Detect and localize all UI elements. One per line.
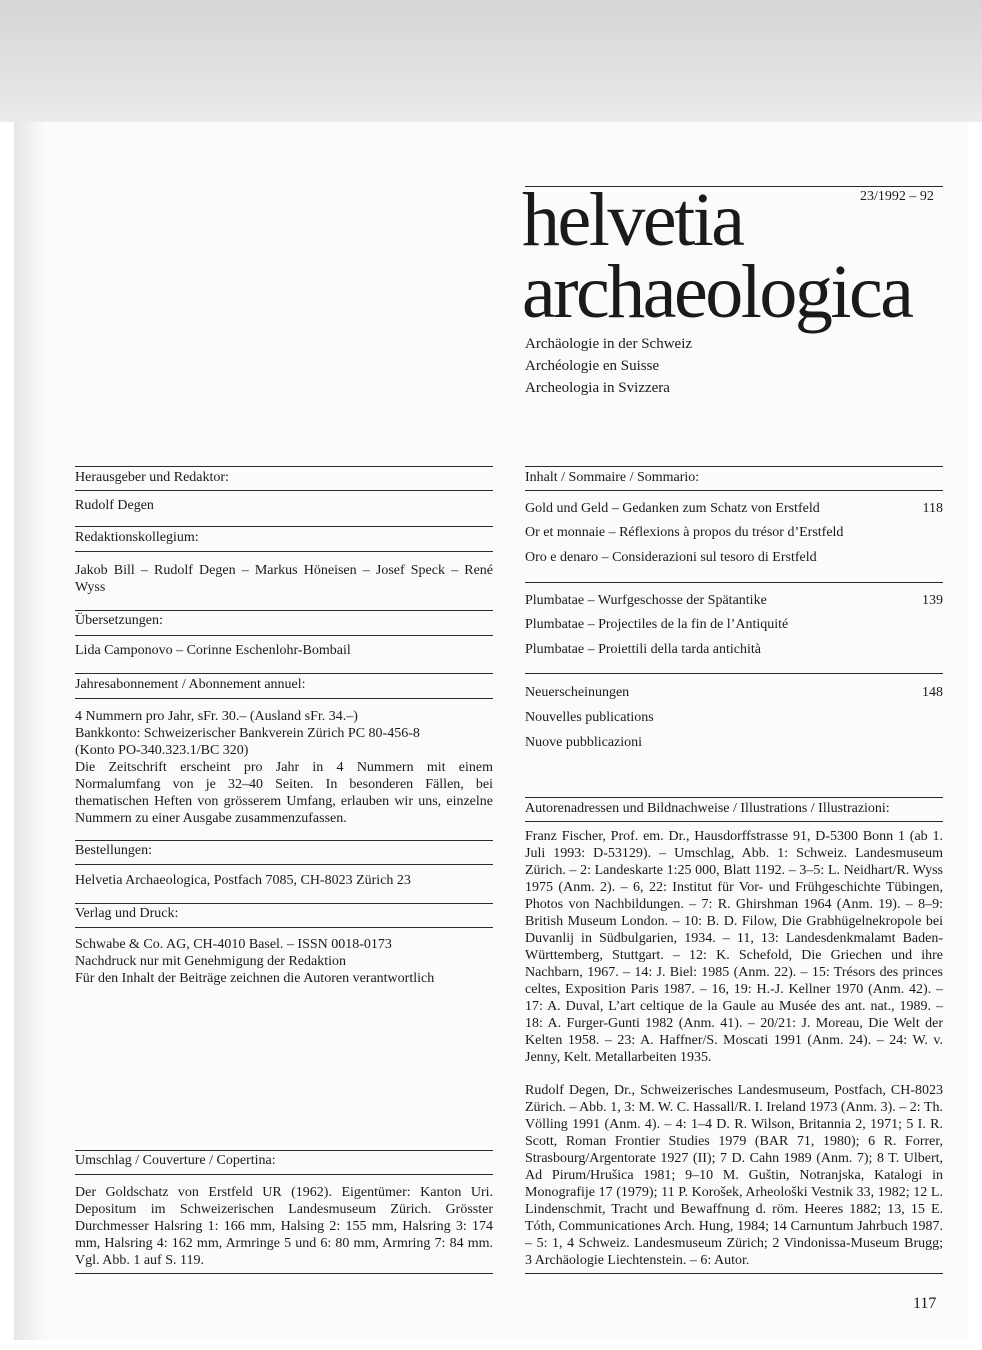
toc-page: 139 (922, 593, 943, 608)
rule (525, 582, 943, 583)
toc-title: Or et monnaie – Réflexions à propos du trésor d’Erstfeld (525, 525, 844, 540)
journal-title-line1: helvetia (522, 178, 743, 262)
rule (75, 927, 493, 928)
toc-entry (525, 685, 943, 701)
subtitle-fr: Archéologie en Suisse (525, 358, 660, 374)
publisher-heading: Verlag und Druck: (75, 906, 179, 921)
toc-title: Gold und Geld – Gedanken zum Schatz von Erstfeld (525, 501, 820, 516)
rule (75, 840, 493, 841)
rule (525, 673, 943, 674)
toc-page: 148 (922, 685, 943, 700)
scan-top-band (0, 0, 982, 122)
editor-name: Rudolf Degen (75, 498, 154, 513)
toc-title: Nouvelles publications (525, 710, 654, 725)
contents-heading: Inhalt / Sommaire / Sommario: (525, 470, 700, 485)
toc-entry (525, 550, 943, 566)
board-heading: Redaktionskollegium: (75, 530, 199, 545)
subscription-price: 4 Nummern pro Jahr, sFr. 30.– (Ausland sFr. 34.–) (75, 709, 358, 724)
author-fischer-credits: Franz Fischer, Prof. em. Dr., Hausdorffstrasse 91, D-5300 Bonn 1 (ab 1. Juli 1993: D-53129). – Umschlag, Abb. 1: Schweiz. Landesmuseum Zürich. – 2: Landeskarte 1:25 000, Blatt 1192. – 3–5: L. Neidhart/R. Wyss 1975 (Anm. 2). – 6, 22: Institut für Vor- und Frühgeschichte Tübingen, Photos von Nachbildungen. – 7: R. Ghirshman 1964 (Anm. 19). – 8–9: British Museum London. – 10: B. D. Filow, Die Grabhügelnekropole bei Duvanlij in Südbulgarien, 1934. – 11, 13: Landesdenkmalamt Baden-Württemberg, Stuttgart. – 12: K. Schefold, Die Griechen und ihre Nachbarn, 1967. – 14: J. Biel: 1985 (Anm. 22). – 15: Trésors des princes celtes, Exposition Paris 1987. – 16, 19: H.-J. Kellner 1970 (Anm. 42). – 17: A. Duval, L’art celtique de la Gaule au Musée des ant. nat., 1989. – 18: A. Furger-Gunti 1982 (Anm. 41). – 20/21: J. Moreau, Die Welt der Kelten 1958. – 23: A. Haffner/S. Moscati 1991 (Anm. 24). – 24: W. v. Jenny, Kelt. Metallarbeiten 1935. (525, 829, 943, 1065)
toc-entry (525, 617, 943, 633)
author-degen-credits: Rudolf Degen, Dr., Schweizerisches Landesmuseum, Postfach, CH-8023 Zürich. – Abb. 1, 3: M. W. C. Hassall/R. I. Ireland 1973 (Anm. 3). – 2: Th. Völling 1991 (Anm. 4). – 4: 1–4 D. R. Wilson, Britannia 2, 1971; 5 I. R. Scott, Roman Frontier Studies 1979 (BAR 71, 1980); 6 R. Forrer, Strasbourg/Argentorate 1927 (II); 7 D. Cahn 1989 (Anm. 7); 8 T. Ulbert, Ad Pirum/Hrušica 1981; 9–10 M. Guštin, Notranjska, Katalogi in Monografije 17 (1979); 11 P. Korošek, Arheološki Vestnik 33, 1982; 12 L. Lindenschmit, Tracht und Bewaffnung d. röm. Heeres 1882; 13, 15 E. Tóth, Communicationes Arch. Hung, 1984; 14 Carnuntum Jahrbuch 1987. – 5: 1, 4 Schweiz. Landesmuseum Zürich; 2 Vindonissa-Museum Brugg; 3 Archäologie Liechtenstein. – 6: Autor. (525, 1083, 943, 1268)
subtitle-it: Archeologia in Svizzera (525, 380, 670, 396)
rule (75, 466, 493, 467)
toc-title: Plumbatae – Projectiles de la fin de l’Antiquité (525, 617, 789, 632)
rule (75, 490, 493, 491)
editor-heading: Herausgeber und Redaktor: (75, 470, 229, 485)
page-gutter-shadow (14, 122, 46, 1340)
publisher-details (75, 936, 493, 987)
toc-entry (525, 710, 943, 726)
rule (75, 551, 493, 552)
rule (75, 1150, 493, 1151)
rule (75, 864, 493, 865)
toc-entry (525, 525, 943, 541)
rule (75, 610, 493, 611)
toc-title: Nuove pubblicazioni (525, 735, 643, 750)
rule (525, 1273, 943, 1274)
orders-heading: Bestellungen: (75, 843, 152, 858)
page-number: 117 (913, 1295, 937, 1312)
subscription-details (75, 708, 493, 759)
account-number: (Konto PO-340.323.1/BC 320) (75, 743, 249, 758)
translators: Lida Camponovo – Corinne Eschenlohr-Bombail (75, 643, 351, 658)
board-names: Jakob Bill – Rudolf Degen – Markus Höneisen – Josef Speck – René Wyss (75, 563, 493, 595)
journal-subtitles (525, 333, 692, 399)
toc-entry (525, 501, 943, 517)
translations-heading: Übersetzungen: (75, 613, 163, 628)
rule (525, 466, 943, 467)
reprint-note: Nachdruck nur mit Genehmigung der Redaktion (75, 954, 346, 969)
subtitle-de: Archäologie in der Schweiz (525, 336, 693, 352)
responsibility-note: Für den Inhalt der Beiträge zeichnen die Autoren verantwortlich (75, 971, 435, 986)
toc-title: Plumbatae – Proiettili della tarda antichità (525, 642, 761, 657)
rule (75, 673, 493, 674)
orders-address: Helvetia Archaeologica, Postfach 7085, CH-8023 Zürich 23 (75, 873, 411, 888)
toc-page: 118 (922, 501, 943, 516)
journal-title-line2: archaeologica (522, 250, 912, 334)
issue-number: 23/1992 – 92 (860, 189, 934, 204)
rule (525, 797, 943, 798)
rule (75, 698, 493, 699)
rule (75, 1174, 493, 1175)
toc-entry (525, 642, 943, 658)
rule (525, 490, 943, 491)
cover-heading: Umschlag / Couverture / Copertina: (75, 1153, 276, 1168)
rule (75, 526, 493, 527)
rule (75, 903, 493, 904)
subscription-heading: Jahresabonnement / Abonnement annuel: (75, 677, 306, 692)
cover-description: Der Goldschatz von Erstfeld UR (1962). Eigentümer: Kanton Uri. Depositum im Schweizerischen Landesmuseum Zürich. Grösster Durchmesser Halsring 1: 166 mm, Halsing 2: 155 mm, Halsring 3: 174 mm, Halsring 4: 162 mm, Armringe 5 und 6: 80 mm, Armring 7: 84 mm. Vgl. Abb. 1 auf S. 119. (75, 1185, 493, 1268)
toc-title: Oro e denaro – Considerazioni sul tesoro di Erstfeld (525, 550, 817, 565)
publisher-address: Schwabe & Co. AG, CH-4010 Basel. – ISSN 0018-0173 (75, 937, 392, 952)
subscription-text: Die Zeitschrift erscheint pro Jahr in 4 Nummern mit einem Normalumfang von je 32–40 Seiten. In besonderen Fällen, bei thematischen Heften von grösserem Umfang, erlauben wir uns, einzelne Nummern zu einer Ausgabe zusammenzufassen. (75, 760, 493, 826)
bank-account: Bankkonto: Schweizerischer Bankverein Zürich PC 80-456-8 (75, 726, 420, 741)
rule (75, 1273, 493, 1274)
addresses-heading: Autorenadressen und Bildnachweise / Illustrations / Illustrazioni: (525, 801, 890, 816)
toc-title: Neuerscheinungen (525, 685, 630, 700)
toc-entry (525, 593, 943, 609)
toc-entry (525, 735, 943, 751)
toc-title: Plumbatae – Wurfgeschosse der Spätantike (525, 593, 767, 608)
rule (75, 635, 493, 636)
rule (525, 821, 943, 822)
